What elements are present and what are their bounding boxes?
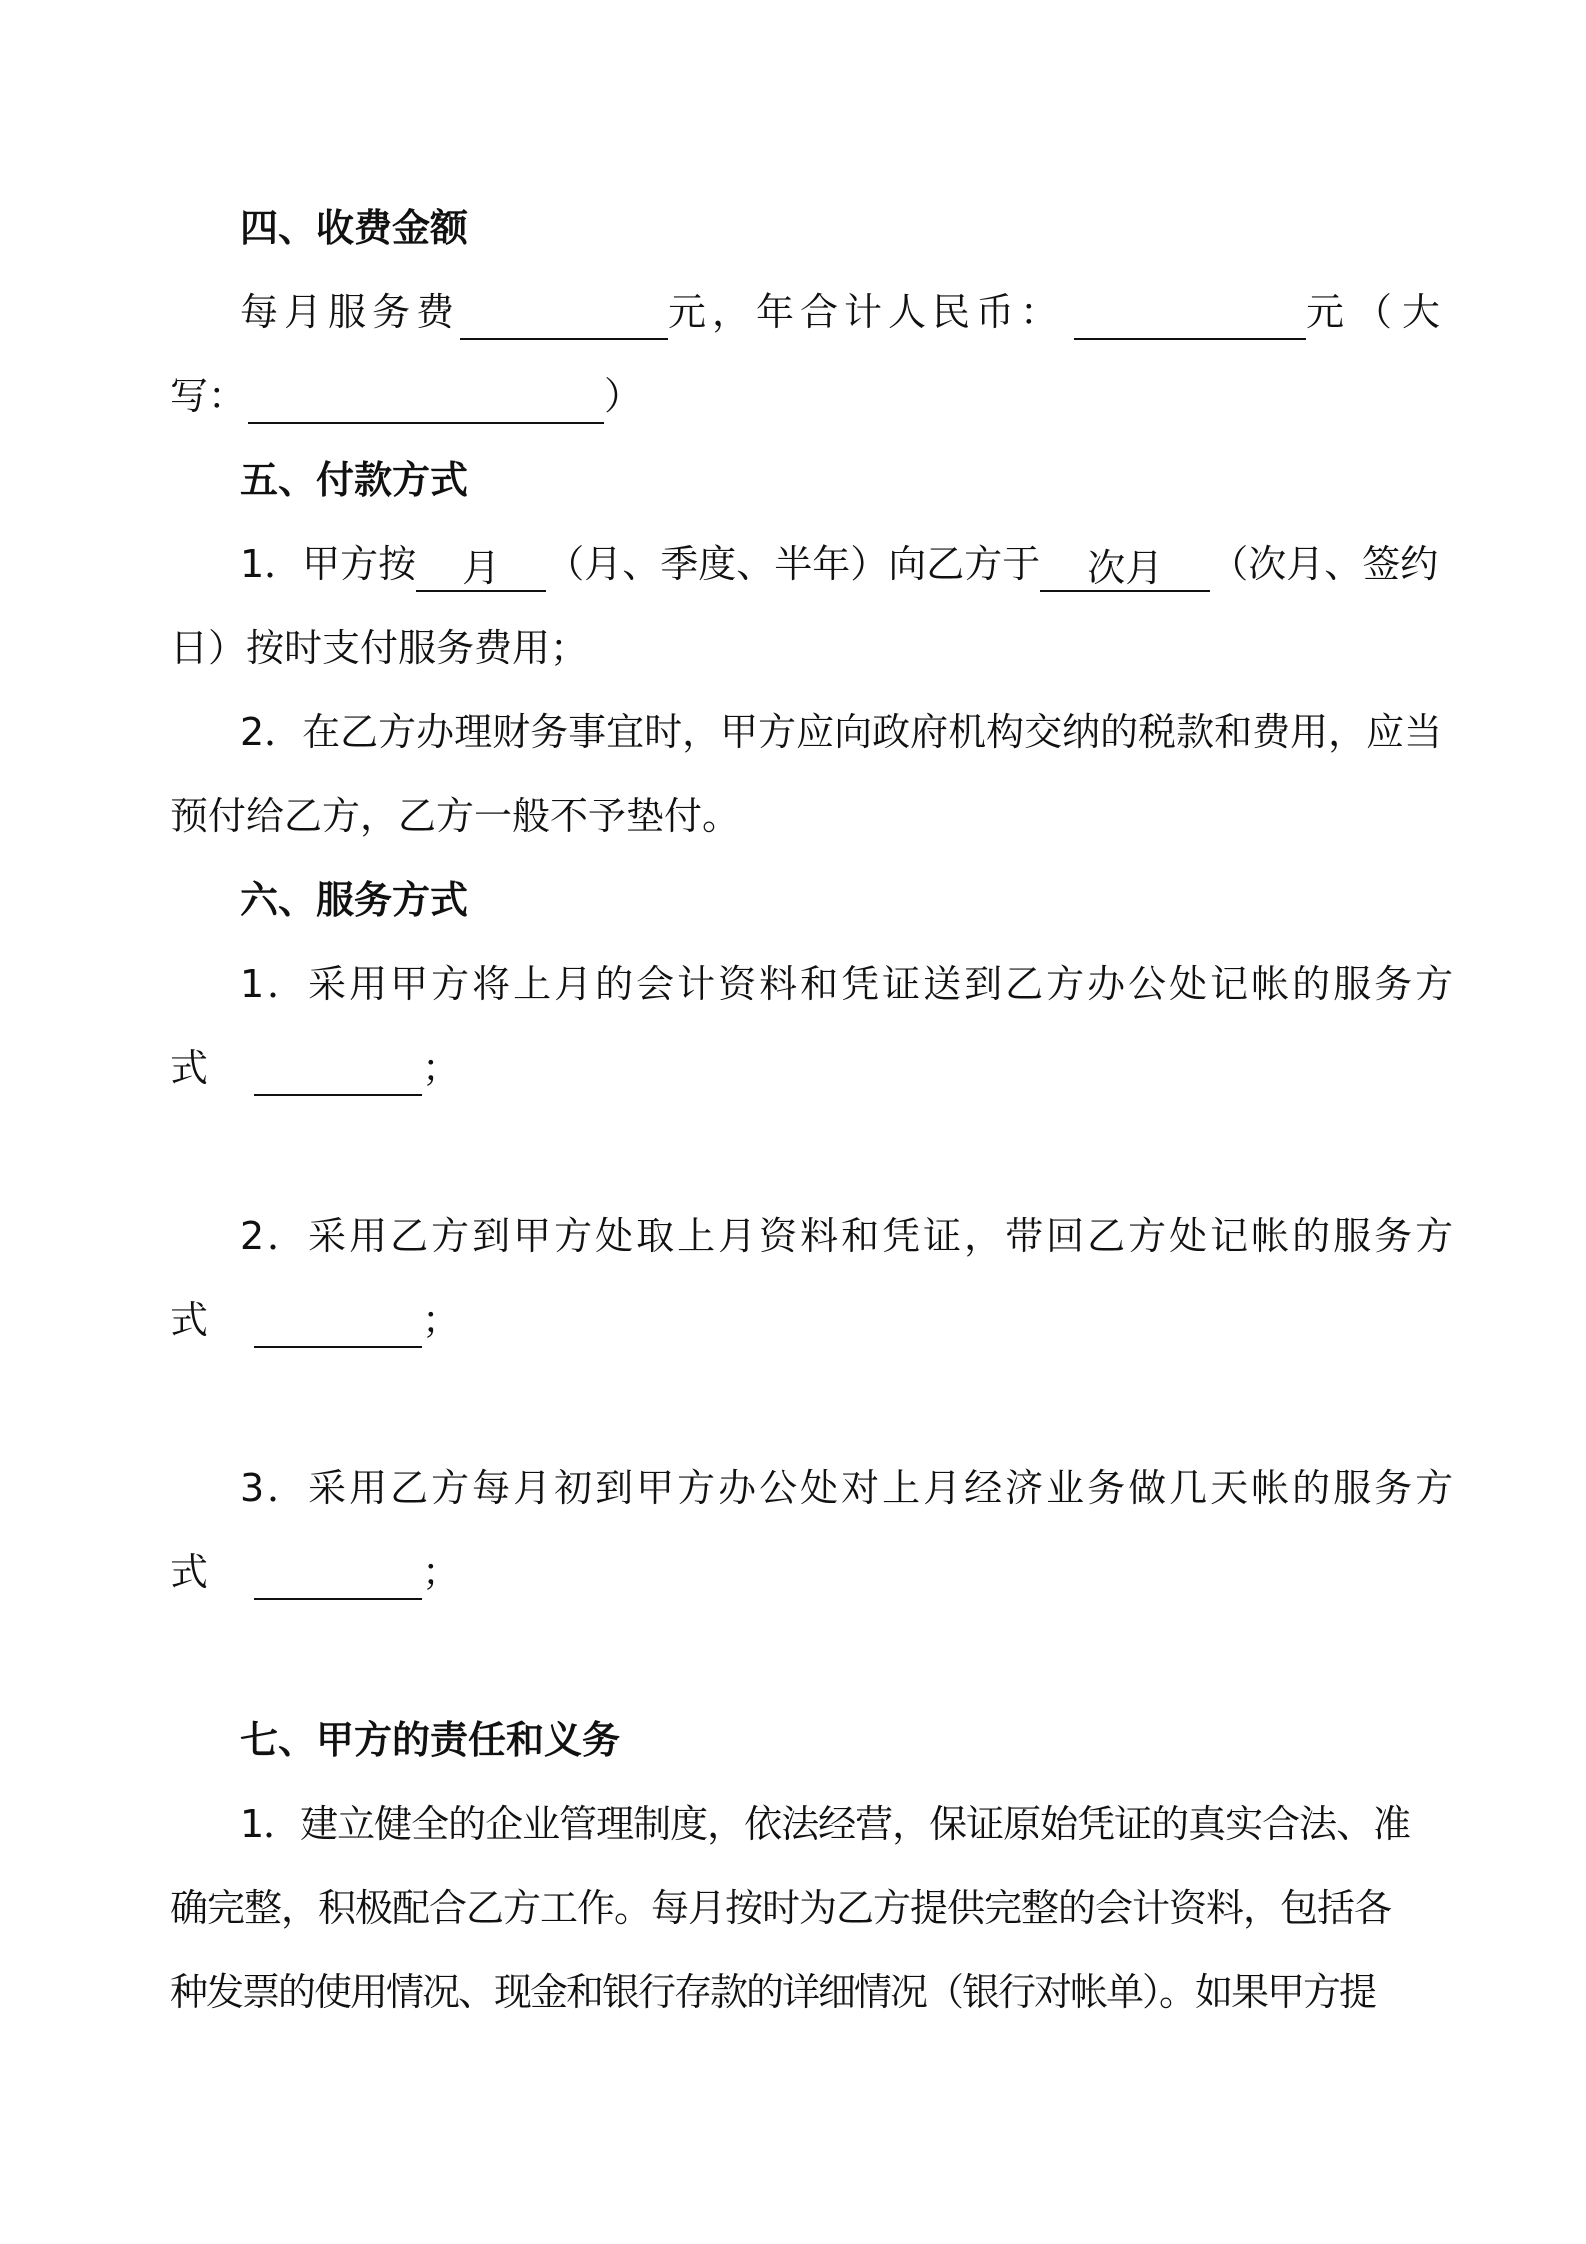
payment-when-blank[interactable]: 次月 <box>1040 546 1210 592</box>
service-item2-tail-char: 式 <box>170 1298 209 1342</box>
service-item2-tail <box>170 1292 1420 1348</box>
section-fee-heading: 四、收费金额 <box>240 206 469 250</box>
payment-item2-line2: 预付给乙方，乙方一般不予垫付。 <box>170 794 741 838</box>
duties-line-1: 1．建立健全的企业管理制度，依法经营，保证原始凭证的真实合法、准 <box>240 1802 1411 1846</box>
monthly-fee-blank[interactable] <box>460 294 668 340</box>
service-item2-tail-end: ； <box>422 1298 461 1342</box>
service-item3-tail <box>170 1544 1420 1600</box>
section-duties-heading: 七、甲方的责任和义务 <box>240 1718 621 1762</box>
payment-item1-c: （次月、签约 <box>1210 542 1439 586</box>
service-item1-blank[interactable] <box>254 1050 422 1096</box>
section-service-heading: 六、服务方式 <box>240 878 469 922</box>
service-item3-blank[interactable] <box>254 1554 422 1600</box>
annual-fee-blank[interactable] <box>1074 294 1306 340</box>
fee-monthly-unit: 元，年合计人民币： <box>668 290 1065 334</box>
section-payment-heading: 五、付款方式 <box>240 458 469 502</box>
service-item3-tail-char: 式 <box>170 1550 209 1594</box>
service-item1-tail <box>170 1040 1420 1096</box>
service-item3: 3．采用乙方每月初到甲方办公处对上月经济业务做几天帐的服务方 <box>240 1466 1457 1510</box>
service-item2-blank[interactable] <box>254 1302 422 1348</box>
service-item3-tail-end: ； <box>422 1550 461 1594</box>
capital-amount-blank[interactable] <box>248 378 604 424</box>
payment-item1-line1 <box>240 536 1439 592</box>
payment-item2-line1: 2．在乙方办理财务事宜时，甲方应向政府机构交纳的税款和费用，应当 <box>240 710 1443 754</box>
fee-annual-unit: 元（大 <box>1306 290 1451 334</box>
service-item1: 1．采用甲方将上月的会计资料和凭证送到乙方办公处记帐的服务方 <box>240 962 1457 1006</box>
duties-line-2: 确完整，积极配合乙方工作。每月按时为乙方提供完整的会计资料，包括各 <box>170 1886 1392 1930</box>
payment-item1-a: 1．甲方按 <box>240 542 417 586</box>
fee-capital-suffix: ） <box>604 374 643 418</box>
fee-capital-prefix: 写： <box>170 374 247 418</box>
payment-period-blank[interactable]: 月 <box>416 546 546 592</box>
service-item2: 2．采用乙方到甲方处取上月资料和凭证，带回乙方处记帐的服务方 <box>240 1214 1457 1258</box>
payment-item1-line2: 日）按时支付服务费用； <box>170 626 589 670</box>
fee-monthly-prefix: 每月服务费 <box>240 290 461 334</box>
duties-line-3: 种发票的使用情况、现金和银行存款的详细情况（银行对帐单）。如果甲方提 <box>170 1970 1376 2014</box>
payment-item1-b: （月、季度、半年）向乙方于 <box>546 542 1041 586</box>
service-item1-tail-end: ； <box>422 1046 461 1090</box>
fee-line-2 <box>170 368 1420 424</box>
fee-line-1 <box>240 284 1451 340</box>
service-item1-tail-char: 式 <box>170 1046 209 1090</box>
